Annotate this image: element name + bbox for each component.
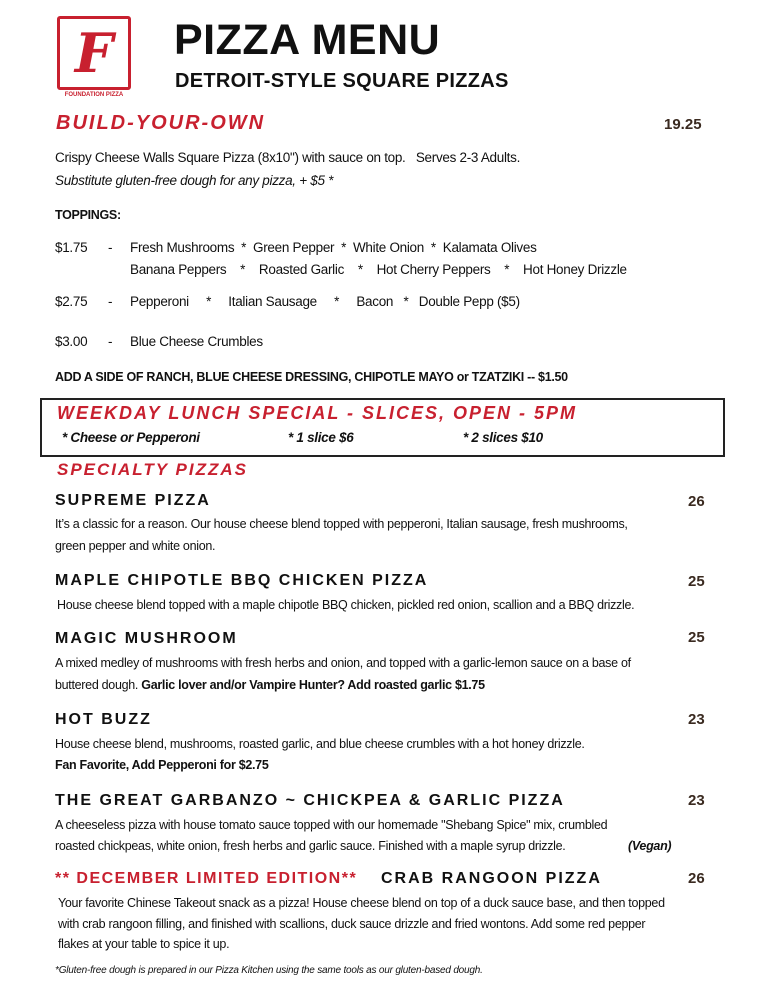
lunch-item: * 1 slice $6 [288,430,354,445]
limited-edition-label: ** DECEMBER LIMITED EDITION** [55,870,358,887]
page-title: PIZZA MENU [174,16,441,64]
lunch-item: * Cheese or Pepperoni [62,430,200,445]
byo-price: 19.25 [664,116,702,133]
pizza-name: CRAB RANGOON PIZZA [381,870,602,887]
pizza-name: SUPREME PIZZA [55,492,211,509]
pizza-price: 26 [688,493,705,510]
topping-list: Pepperoni * Italian Sausage * Bacon * Double Pepp ($5) [130,294,520,309]
pizza-price: 23 [688,792,705,809]
topping-price: $3.00 [55,334,88,349]
pizza-description: A mixed medley of mushrooms with fresh herbs and onion, and topped with a garlic-lemon sauce on a base of [55,656,631,670]
pizza-description: roasted chickpeas, white onion, fresh herbs and garlic sauce. Finished with a maple syrup drizzle. [55,839,566,853]
topping-list: Fresh Mushrooms * Green Pepper * White Onion * Kalamata Olives [130,240,537,255]
byo-description: Crispy Cheese Walls Square Pizza (8x10") with sauce on top. Serves 2-3 Adults. [55,150,521,165]
vegan-tag: (Vegan) [628,839,672,853]
pizza-description: A cheeseless pizza with house tomato sauce topped with our homemade "Shebang Spice" mix, crumbled [55,818,608,832]
pizza-description: flakes at your table to spice it up. [58,937,230,951]
toppings-label: TOPPINGS: [55,208,121,222]
pizza-price: 25 [688,629,705,646]
logo [57,16,131,90]
page-subtitle: DETROIT-STYLE SQUARE PIZZAS [175,70,509,92]
pizza-description: Your favorite Chinese Takeout snack as a pizza! House cheese blend on top of a duck sauce base, and then topped [58,896,665,910]
pizza-price: 25 [688,573,705,590]
footnote: *Gluten-free dough is prepared in our Pizza Kitchen using the same tools as our gluten-based dough. [55,965,483,976]
pizza-promo: Fan Favorite, Add Pepperoni for $2.75 [55,758,269,772]
gluten-note: Substitute gluten-free dough for any pizza, + $5 * [55,173,334,188]
pizza-promo: Garlic lover and/or Vampire Hunter? Add roasted garlic $1.75 [141,678,485,692]
specialty-heading: SPECIALTY PIZZAS [57,460,249,479]
topping-price: $1.75 [55,240,88,255]
logo-letter: F [74,21,114,85]
pizza-description: with crab rangoon filling, and finished with scallions, duck sauce drizzle and fried wontons. Add some red pepper [58,917,646,931]
pizza-description: green pepper and white onion. [55,539,216,553]
lunch-heading: WEEKDAY LUNCH SPECIAL - SLICES, OPEN - 5PM [57,403,578,423]
sides-note: ADD A SIDE OF RANCH, BLUE CHEESE DRESSING, CHIPOTLE MAYO or TZATZIKI -- $1.50 [55,370,568,384]
pizza-name: HOT BUZZ [55,711,152,728]
topping-list: Banana Peppers * Roasted Garlic * Hot Cherry Peppers * Hot Honey Drizzle [130,262,627,277]
pizza-description: It’s a classic for a reason. Our house cheese blend topped with pepperoni, Italian sausage, fresh mushrooms, [55,517,628,531]
topping-list: Blue Cheese Crumbles [130,334,263,349]
pizza-description-text: buttered dough. [55,678,139,692]
byo-heading: BUILD-YOUR-OWN [56,112,266,134]
topping-price: $2.75 [55,294,88,309]
pizza-price: 26 [688,870,705,887]
pizza-price: 23 [688,711,705,728]
topping-dash: - [108,294,113,309]
pizza-name: THE GREAT GARBANZO ~ CHICKPEA & GARLIC PIZZA [55,792,565,809]
logo-name: FOUNDATION PIZZA [64,92,124,98]
pizza-description [55,678,485,692]
pizza-description: House cheese blend, mushrooms, roasted garlic, and blue cheese crumbles with a hot honey drizzle. [55,737,585,751]
topping-dash: - [108,334,113,349]
pizza-description: House cheese blend topped with a maple chipotle BBQ chicken, pickled red onion, scallion and a BBQ drizzle. [57,598,635,612]
lunch-item: * 2 slices $10 [463,430,543,445]
pizza-name: MAGIC MUSHROOM [55,630,238,647]
pizza-name: MAPLE CHIPOTLE BBQ CHICKEN PIZZA [55,572,429,589]
topping-dash: - [108,240,113,255]
